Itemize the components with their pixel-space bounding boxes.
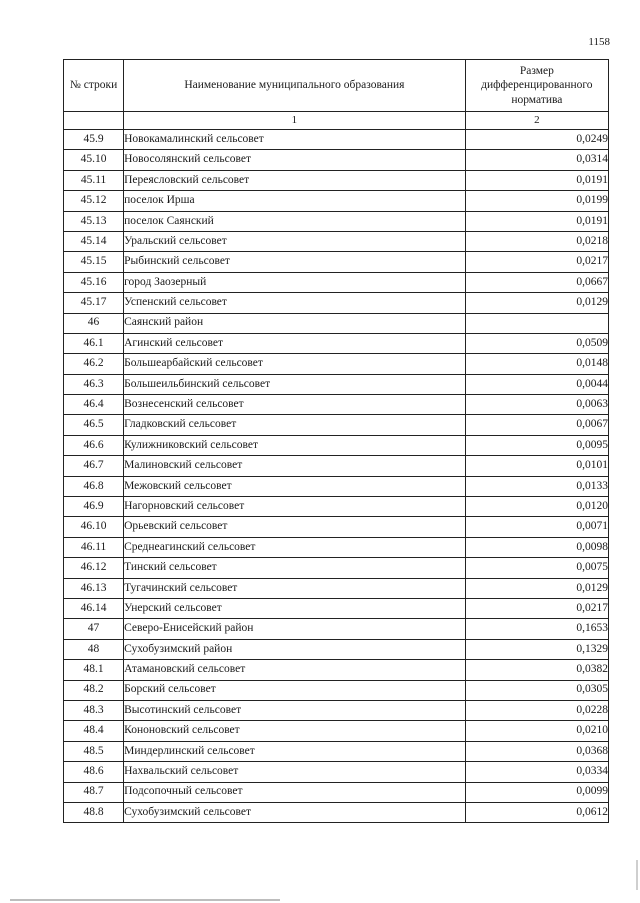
normative-value-cell: 0,0075 [465,558,608,578]
normative-value-cell: 0,0191 [465,211,608,231]
row-number-cell: 45.10 [64,150,124,170]
row-number-cell: 48.4 [64,721,124,741]
row-number-cell: 48.3 [64,700,124,720]
header-municipality-name: Наименование муниципального образования [124,60,466,112]
normative-value-cell: 0,0612 [465,802,608,822]
table-body [64,130,609,823]
table-row [64,191,609,211]
municipality-name-cell: Новокамалинский сельсовет [124,130,466,150]
table-row [64,680,609,700]
column-number-no [64,112,124,130]
table-row [64,395,609,415]
row-number-cell: 46.7 [64,456,124,476]
normative-value-cell: 0,0382 [465,660,608,680]
header-normative-size: Размер дифференцированного норматива [465,60,608,112]
row-number-cell: 46.8 [64,476,124,496]
normative-value-cell: 0,0129 [465,578,608,598]
row-number-cell: 48.1 [64,660,124,680]
normatives-table [63,59,609,823]
table-row [64,721,609,741]
table-row [64,272,609,292]
row-number-cell: 45.16 [64,272,124,292]
row-number-cell: 48.2 [64,680,124,700]
row-number-cell: 45.9 [64,130,124,150]
page-number: 1158 [588,36,610,48]
row-number-cell: 46.5 [64,415,124,435]
normative-value-cell: 0,0120 [465,497,608,517]
municipality-name-cell: Северо-Енисейский район [124,619,466,639]
header-row-number: № строки [64,60,124,112]
municipality-name-cell: Агинский сельсовет [124,333,466,353]
municipality-name-cell: Кулижниковский сельсовет [124,435,466,455]
table-row [64,802,609,822]
municipality-name-cell: поселок Саянский [124,211,466,231]
normative-value-cell: 0,0509 [465,333,608,353]
row-number-cell: 48.7 [64,782,124,802]
table-row [64,497,609,517]
table-row [64,150,609,170]
table-row [64,252,609,272]
row-number-cell: 46.14 [64,598,124,618]
normative-value-cell: 0,0191 [465,170,608,190]
row-number-cell: 45.12 [64,191,124,211]
column-number-row [64,112,609,130]
normative-value-cell: 0,0305 [465,680,608,700]
table-row [64,619,609,639]
municipality-name-cell: Среднеагинский сельсовет [124,537,466,557]
table-row [64,415,609,435]
normative-value-cell: 0,0071 [465,517,608,537]
municipality-name-cell: Борский сельсовет [124,680,466,700]
row-number-cell: 46.2 [64,354,124,374]
municipality-name-cell: Межовский сельсовет [124,476,466,496]
table-row [64,231,609,251]
scan-bottom-line [10,899,280,901]
table-row [64,456,609,476]
normative-value-cell: 0,0667 [465,272,608,292]
row-number-cell: 48.5 [64,741,124,761]
normative-value-cell: 0,0217 [465,252,608,272]
table-row [64,354,609,374]
municipality-name-cell: Подсопочный сельсовет [124,782,466,802]
row-number-cell: 48 [64,639,124,659]
normative-value-cell: 0,0218 [465,231,608,251]
municipality-name-cell: Переясловский сельсовет [124,170,466,190]
normative-value-cell: 0,0067 [465,415,608,435]
normative-value-cell: 0,0148 [465,354,608,374]
municipality-name-cell: Вознесенский сельсовет [124,395,466,415]
scan-edge-mark [636,860,638,890]
table-header-row [64,60,609,112]
normative-value-cell: 0,0101 [465,456,608,476]
normative-value-cell: 0,0098 [465,537,608,557]
municipality-name-cell: город Заозерный [124,272,466,292]
municipality-name-cell: Успенский сельсовет [124,293,466,313]
table-row [64,476,609,496]
municipality-name-cell: Уральский сельсовет [124,231,466,251]
normative-value-cell: 0,1653 [465,619,608,639]
table-row [64,639,609,659]
municipality-name-cell: Малиновский сельсовет [124,456,466,476]
normative-value-cell: 0,0044 [465,374,608,394]
table-row [64,435,609,455]
municipality-name-cell: Орьевский сельсовет [124,517,466,537]
normative-value-cell: 0,0133 [465,476,608,496]
normative-value-cell: 0,0228 [465,700,608,720]
table-row [64,598,609,618]
table-row [64,782,609,802]
row-number-cell: 46.3 [64,374,124,394]
municipality-name-cell: Нагорновский сельсовет [124,497,466,517]
row-number-cell: 47 [64,619,124,639]
column-number-value: 2 [465,112,608,130]
normative-value-cell: 0,0099 [465,782,608,802]
table-row [64,313,609,333]
table-row [64,558,609,578]
municipality-name-cell: поселок Ирша [124,191,466,211]
row-number-cell: 46.4 [64,395,124,415]
table-row [64,700,609,720]
municipality-name-cell: Сухобузимский сельсовет [124,802,466,822]
table-row [64,517,609,537]
row-number-cell: 46.11 [64,537,124,557]
normative-value-cell: 0,0334 [465,762,608,782]
row-number-cell: 48.6 [64,762,124,782]
row-number-cell: 46 [64,313,124,333]
table-row [64,374,609,394]
normative-value-cell: 0,0095 [465,435,608,455]
table-row [64,762,609,782]
municipality-name-cell: Большеарбайский сельсовет [124,354,466,374]
municipality-name-cell: Сухобузимский район [124,639,466,659]
municipality-name-cell: Кононовский сельсовет [124,721,466,741]
normative-value-cell: 0,0249 [465,130,608,150]
municipality-name-cell: Унерский сельсовет [124,598,466,618]
row-number-cell: 45.14 [64,231,124,251]
normative-value-cell: 0,0314 [465,150,608,170]
municipality-name-cell: Миндерлинский сельсовет [124,741,466,761]
municipality-name-cell: Рыбинский сельсовет [124,252,466,272]
row-number-cell: 46.10 [64,517,124,537]
row-number-cell: 46.12 [64,558,124,578]
table-row [64,211,609,231]
row-number-cell: 45.17 [64,293,124,313]
municipality-name-cell: Тинский сельсовет [124,558,466,578]
normative-value-cell [465,313,608,333]
row-number-cell: 48.8 [64,802,124,822]
normative-value-cell: 0,1329 [465,639,608,659]
row-number-cell: 46.13 [64,578,124,598]
table-row [64,130,609,150]
table-row [64,537,609,557]
normative-value-cell: 0,0210 [465,721,608,741]
table-row [64,578,609,598]
normative-value-cell: 0,0199 [465,191,608,211]
municipality-name-cell: Новосолянский сельсовет [124,150,466,170]
municipality-name-cell: Саянский район [124,313,466,333]
municipality-name-cell: Атамановский сельсовет [124,660,466,680]
row-number-cell: 46.1 [64,333,124,353]
table-row [64,293,609,313]
row-number-cell: 45.13 [64,211,124,231]
normative-value-cell: 0,0217 [465,598,608,618]
table-row [64,170,609,190]
normative-value-cell: 0,0129 [465,293,608,313]
row-number-cell: 46.9 [64,497,124,517]
row-number-cell: 46.6 [64,435,124,455]
municipality-name-cell: Нахвальский сельсовет [124,762,466,782]
table-row [64,660,609,680]
normative-value-cell: 0,0368 [465,741,608,761]
municipality-name-cell: Гладковский сельсовет [124,415,466,435]
table-row [64,333,609,353]
municipality-name-cell: Тугачинский сельсовет [124,578,466,598]
table-row [64,741,609,761]
municipality-name-cell: Большеильбинский сельсовет [124,374,466,394]
municipality-name-cell: Высотинский сельсовет [124,700,466,720]
row-number-cell: 45.11 [64,170,124,190]
row-number-cell: 45.15 [64,252,124,272]
column-number-name: 1 [124,112,466,130]
normative-value-cell: 0,0063 [465,395,608,415]
